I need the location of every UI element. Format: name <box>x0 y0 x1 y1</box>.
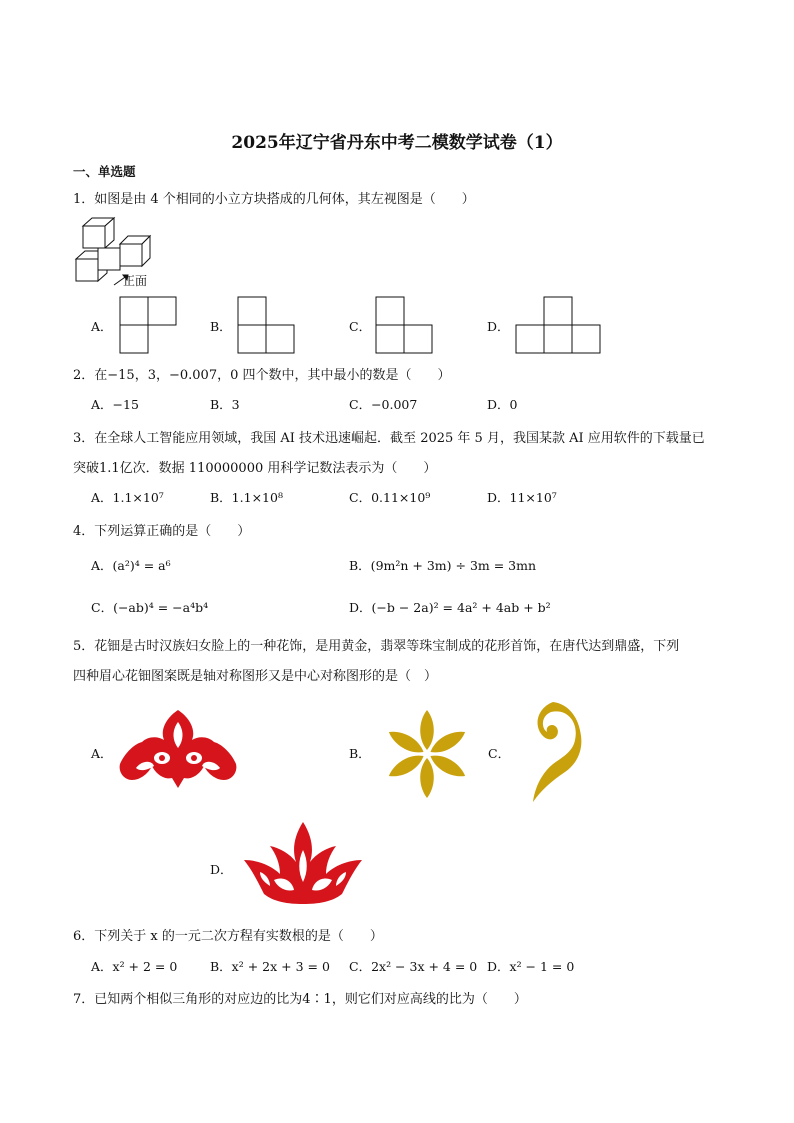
q1-option-d[interactable]: D． <box>487 319 510 334</box>
q1-option-a-view <box>119 296 179 354</box>
q1-option-b[interactable]: B． <box>210 319 232 334</box>
q5-option-d[interactable]: D． <box>210 862 233 877</box>
q4-option-d[interactable]: D．(−b − 2a)² = 4a² + 4ab + b² <box>349 600 551 615</box>
q5-option-b-flower-ornament <box>375 710 479 798</box>
q1-option-a[interactable]: A． <box>91 319 113 334</box>
question-2-stem: 2．在−15，3，−0.007，0 四个数中，其中最小的数是（ ） <box>73 368 451 383</box>
q3-option-d[interactable]: D．11×10⁷ <box>487 490 557 505</box>
q6-option-d[interactable]: D．x² − 1 = 0 <box>487 959 575 974</box>
q5-option-c[interactable]: C． <box>488 746 511 761</box>
question-5-stem-line2: 四种眉心花钿图案既是轴对称图形又是中心对称图形的是（ ） <box>73 669 438 684</box>
q5-option-b[interactable]: B． <box>349 746 371 761</box>
paper-title: 2025年辽宁省丹东中考二模数学试卷（1） <box>231 133 563 153</box>
question-3-stem-line1: 3．在全球人工智能应用领域，我国 AI 技术迅速崛起．截至 2025 年 5 月，我国某款 AI 应用软件的下载量已 <box>73 431 705 446</box>
question-1-solid-figure <box>74 215 164 290</box>
q4-option-b[interactable]: B．(9m²n + 3m) ÷ 3m = 3mn <box>349 558 537 573</box>
question-4-stem: 4．下列运算正确的是（ ） <box>73 524 251 539</box>
q1-option-b-view <box>237 296 297 354</box>
question-1-stem: 1．如图是由 4 个相同的小立方块搭成的几何体，其左视图是（ ） <box>73 192 475 207</box>
section-heading: 一、单选题 <box>73 164 136 179</box>
q5-option-d-flower-ornament <box>240 820 366 906</box>
q1-option-c[interactable]: C． <box>349 319 372 334</box>
q4-option-c[interactable]: C．(−ab)⁴ = −a⁴b⁴ <box>91 600 209 615</box>
q1-option-d-view <box>515 296 603 354</box>
question-3-stem-line2: 突破1.1亿次．数据 110000000 用科学记数法表示为（ ） <box>73 461 437 476</box>
question-6-stem: 6．下列关于 x 的一元二次方程有实数根的是（ ） <box>73 929 383 944</box>
question-7-stem: 7．已知两个相似三角形的对应边的比为4∶1，则它们对应高线的比为（ ） <box>73 992 527 1007</box>
q3-option-c[interactable]: C．0.11×10⁹ <box>349 490 431 505</box>
question-5-stem-line1: 5．花钿是古时汉族妇女脸上的一种花饰，是用黄金，翡翠等珠宝制成的花形首饰，在唐代达到鼎盛，下列 <box>73 639 680 654</box>
q4-option-a[interactable]: A．(a²)⁴ = a⁶ <box>91 558 171 573</box>
q6-option-c[interactable]: C．2x² − 3x + 4 = 0 <box>349 959 478 974</box>
q2-option-a[interactable]: A．−15 <box>91 397 139 412</box>
q6-option-a[interactable]: A．x² + 2 = 0 <box>91 959 178 974</box>
q6-option-b[interactable]: B．x² + 2x + 3 = 0 <box>210 959 330 974</box>
q3-option-a[interactable]: A．1.1×10⁷ <box>91 490 164 505</box>
q1-option-c-view <box>375 296 435 354</box>
q2-option-d[interactable]: D．0 <box>487 397 518 412</box>
q3-option-b[interactable]: B．1.1×10⁸ <box>210 490 283 505</box>
front-label: 正面 <box>123 274 148 288</box>
q5-option-a[interactable]: A． <box>91 746 113 761</box>
q5-option-a-flower-ornament <box>118 708 238 790</box>
q2-option-b[interactable]: B．3 <box>210 397 240 412</box>
q2-option-c[interactable]: C．−0.007 <box>349 397 418 412</box>
q5-option-c-flower-ornament <box>527 700 583 804</box>
